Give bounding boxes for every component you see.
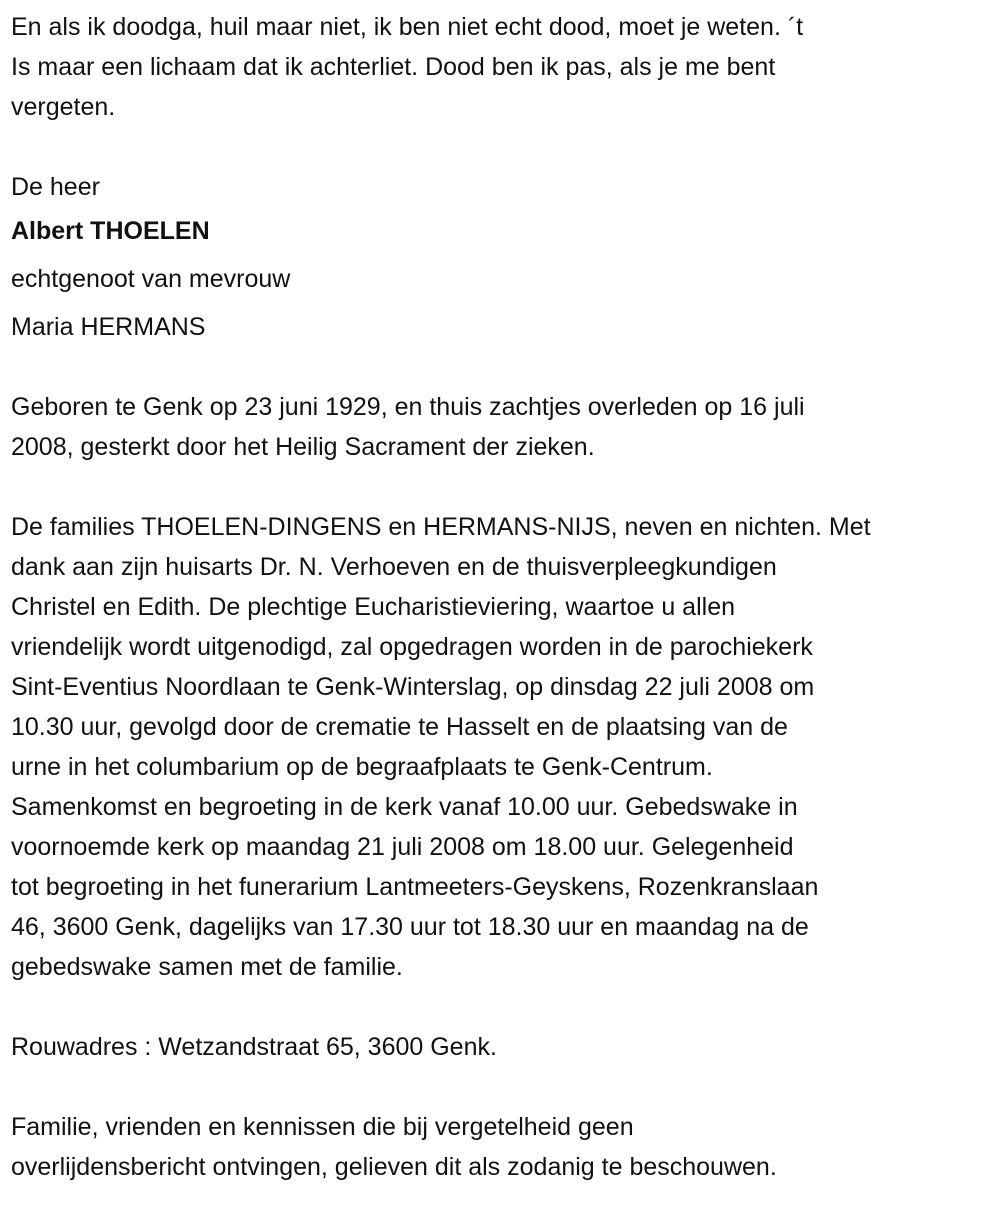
spouse-name: Maria HERMANS bbox=[11, 313, 206, 341]
text-line: 2008, gesterkt door het Heilig Sacrament der zieken. bbox=[11, 433, 595, 461]
text-line: Christel en Edith. De plechtige Eucharistieviering, waartoe u allen bbox=[11, 593, 735, 621]
text-line: dank aan zijn huisarts Dr. N. Verhoeven en de thuisverpleegkundigen bbox=[11, 553, 777, 581]
text-line: tot begroeting in het funerarium Lantmeeters-Geyskens, Rozenkranslaan bbox=[11, 873, 819, 901]
text-line: Geboren te Genk op 23 juni 1929, en thuis zachtjes overleden op 16 juli bbox=[11, 393, 805, 421]
text-line: overlijdensbericht ontvingen, gelieven dit als zodanig te beschouwen. bbox=[11, 1153, 777, 1181]
poem-line: Is maar een lichaam dat ik achterliet. Dood ben ik pas, als je me bent bbox=[11, 53, 776, 81]
text-line: Familie, vrienden en kennissen die bij vergetelheid geen bbox=[11, 1113, 634, 1141]
mourning-address: Rouwadres : Wetzandstraat 65, 3600 Genk. bbox=[11, 1033, 497, 1061]
text-line: voornoemde kerk op maandag 21 juli 2008 om 18.00 uur. Gelegenheid bbox=[11, 833, 794, 861]
text-line: urne in het columbarium op de begraafplaats te Genk-Centrum. bbox=[11, 753, 713, 781]
closing-paragraph bbox=[11, 1107, 1000, 1187]
text-line: gebedswake samen met de familie. bbox=[11, 953, 403, 981]
text-line: Sint-Eventius Noordlaan te Genk-Winterslag, op dinsdag 22 juli 2008 om bbox=[11, 673, 815, 701]
poem bbox=[11, 7, 1000, 127]
deceased-name: Albert THOELEN bbox=[11, 217, 210, 245]
text-line: vriendelijk wordt uitgenodigd, zal opgedragen worden in de parochiekerk bbox=[11, 633, 813, 661]
relation: echtgenoot van mevrouw bbox=[11, 265, 291, 293]
text-line: De families THOELEN-DINGENS en HERMANS-NIJS, neven en nichten. Met bbox=[11, 513, 871, 541]
poem-line: vergeten. bbox=[11, 93, 116, 121]
details-paragraph bbox=[11, 507, 1000, 987]
birth-death-paragraph bbox=[11, 387, 1000, 467]
salutation: De heer bbox=[11, 173, 100, 201]
poem-line: En als ik doodga, huil maar niet, ik ben niet echt dood, moet je weten. ´t bbox=[11, 13, 804, 41]
text-line: 10.30 uur, gevolgd door de crematie te Hasselt en de plaatsing van de bbox=[11, 713, 788, 741]
text-line: 46, 3600 Genk, dagelijks van 17.30 uur tot 18.30 uur en maandag na de bbox=[11, 913, 809, 941]
text-line: Samenkomst en begroeting in de kerk vanaf 10.00 uur. Gebedswake in bbox=[11, 793, 798, 821]
